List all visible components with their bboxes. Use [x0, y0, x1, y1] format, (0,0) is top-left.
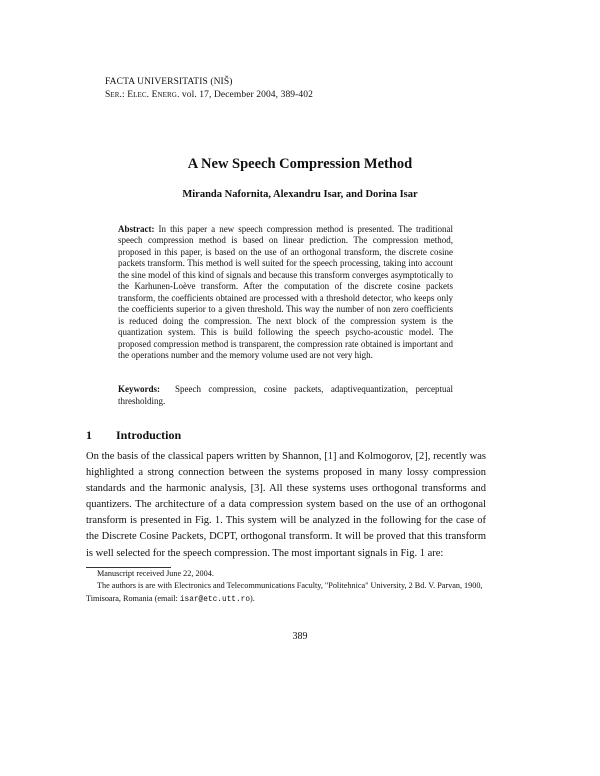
section-heading — [86, 428, 181, 443]
section-title: Introduction — [116, 428, 182, 442]
keywords-text: Speech compression, cosine packets, adaptivequantization, perceptual thresholding. — [118, 384, 453, 406]
journal-volume: vol. 17, December 2004, 389-402 — [179, 90, 313, 100]
abstract — [118, 224, 453, 361]
paper-authors: Miranda Nafornita, Alexandru Isar, and Dorina Isar — [182, 189, 418, 200]
paper-title: A New Speech Compression Method — [187, 156, 413, 172]
abstract-text: In this paper a new speech compression method is presented. The traditional speech compression method is based on linear prediction. The compression method, proposed in this paper, is based on the use of an orthogonal transform, the discrete cosine packets transform. This method is well suited for the speech processing, taking into account the sine model of this kind of signals and because this transform converges asymptotically to the Karhunen-Loève transform. After the computation of the discrete cosine packets transform, the coefficients obtained are processed with a threshold detector, who keeps only the coefficients superior to a given threshold. This way the number of non zero coefficients is reduced doing the compression. The next block of the compression system is the quantization system. This is build following the speech psycho-acoustic model. The proposed compression method is transparent, the compression rate obtained is important and the operations number and the memory volume used are not very high. — [118, 224, 453, 360]
journal-series: Ser.: Elec. Energ. — [105, 90, 180, 100]
journal-header — [105, 76, 313, 102]
affiliation-text: The authors is are with Electronics and Telecommunications Faculty, "Politehnica" University, 2 Bd. V. Parvan, 1900, Timisoara, Romania (email: — [86, 581, 483, 603]
affiliation-end: ). — [250, 593, 255, 603]
journal-name: FACTA UNIVERSITATIS (NIŠ) — [105, 77, 233, 87]
author-email[interactable]: isar@etc.utt.ro — [179, 595, 251, 604]
section-number: 1 — [86, 428, 92, 442]
footnote-affiliation — [86, 580, 486, 606]
abstract-label: Abstract: — [118, 224, 155, 234]
keywords — [118, 384, 453, 407]
footnote-received: Manuscript received June 22, 2004. — [97, 569, 214, 578]
page-number: 389 — [292, 631, 308, 642]
journal-series-line — [105, 89, 313, 102]
intro-paragraph: On the basis of the classical papers written by Shannon, [1] and Kolmogorov, [2], recently was highlighted a strong connection between the systems proposed in many lossy compression standards and the harmonic analysis, [3]. All these systems uses orthogonal transforms and quantizers. The architecture of a data compression system based on the use of an orthogonal transform is presented in Fig. 1. This system will be analyzed in the following for the case of the Discrete Cosine Packets, DCPT, orthogonal transform. It will be proved that this transform is well selected for the speech compression. The most important signals in Fig. 1 are: — [86, 451, 486, 559]
keywords-label: Keywords: — [118, 384, 160, 394]
